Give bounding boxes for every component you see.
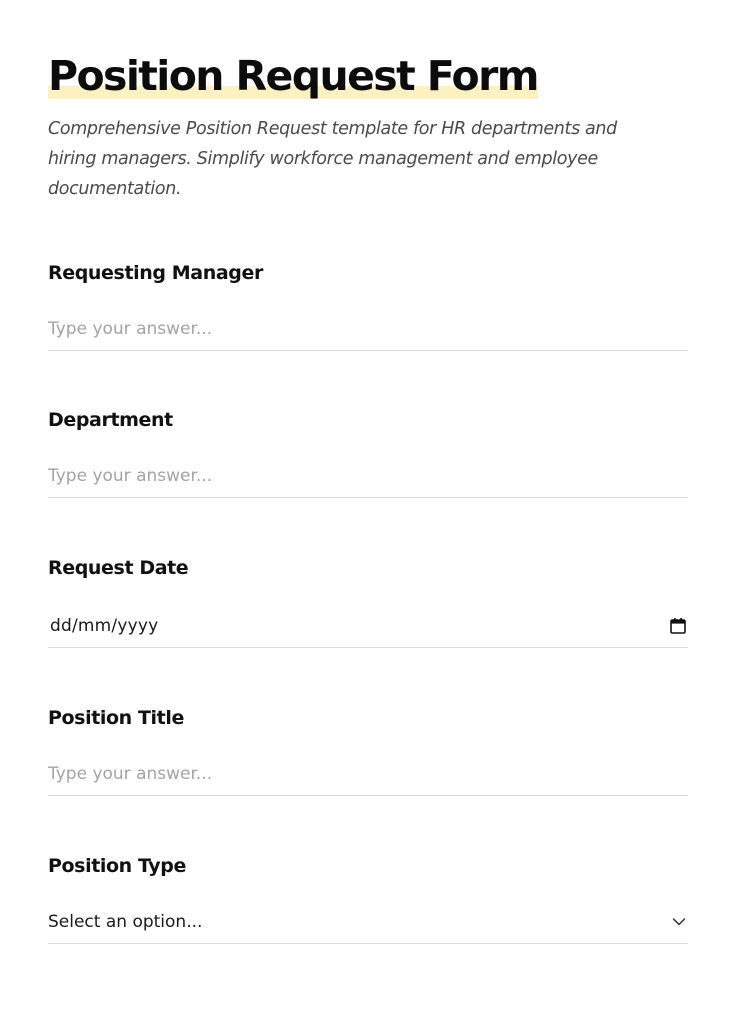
input-underline: [48, 455, 688, 498]
field-requesting-manager: [48, 260, 688, 351]
field-position-type: [48, 853, 688, 944]
field-request-date: [48, 555, 688, 648]
calendar-icon[interactable]: [670, 618, 686, 635]
field-department: [48, 407, 688, 498]
input-underline: [48, 753, 688, 796]
chevron-down-icon[interactable]: [672, 918, 686, 927]
field-label: Requesting Manager: [48, 262, 263, 284]
date-value: dd/mm/yyyy: [50, 616, 159, 636]
field-position-title: [48, 705, 688, 796]
field-label: Request Date: [48, 557, 189, 579]
requesting-manager-input[interactable]: [48, 319, 688, 339]
field-label: Position Type: [48, 855, 186, 877]
position-type-select[interactable]: [48, 901, 688, 944]
field-label: Position Title: [48, 707, 184, 729]
page-title: Position Request Form: [48, 52, 538, 100]
department-input[interactable]: [48, 466, 688, 486]
field-label: Department: [48, 409, 173, 431]
page-title-block: [48, 52, 538, 100]
input-underline: [48, 308, 688, 351]
select-value: Select an option...: [48, 912, 203, 932]
position-title-input[interactable]: [48, 764, 688, 784]
request-date-input[interactable]: [48, 605, 688, 648]
page-description: Comprehensive Position Request template for HR departments and hiring managers. Simplify workforce management and employee documentation.: [48, 119, 617, 199]
